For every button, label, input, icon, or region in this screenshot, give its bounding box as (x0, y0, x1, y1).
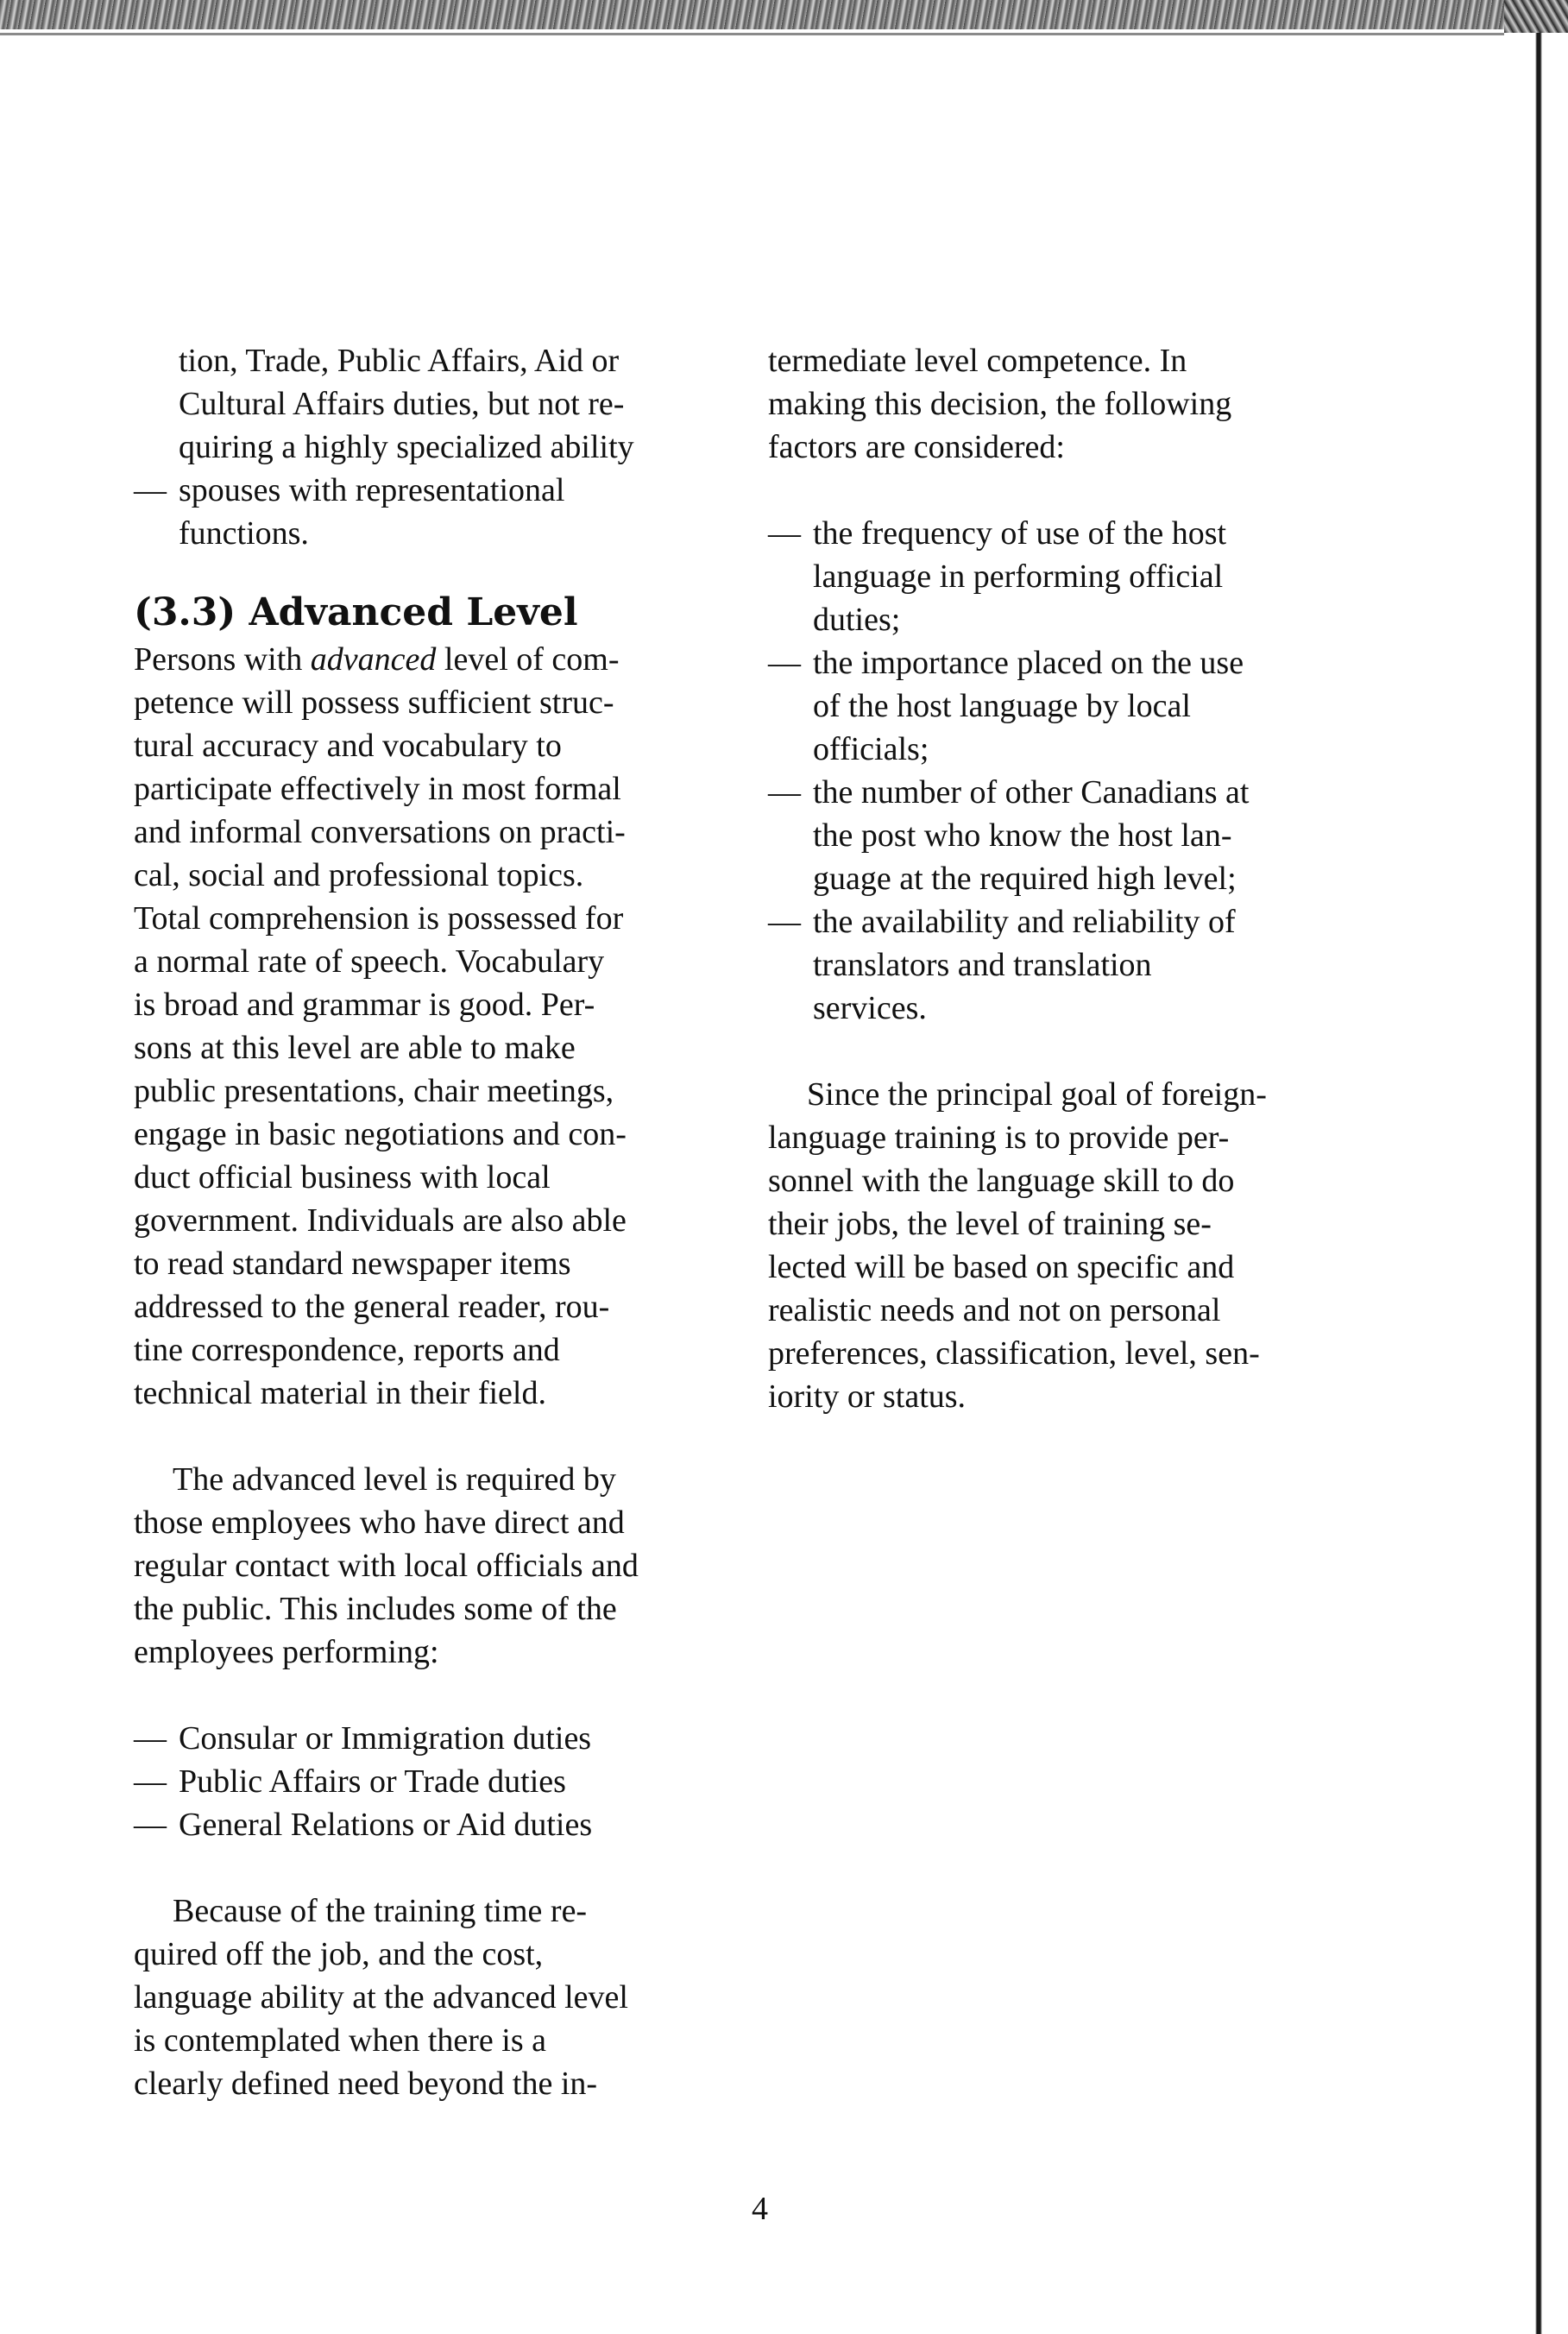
dash-bullet: — (134, 1720, 167, 1757)
right-column (768, 339, 1389, 1418)
dash-bullet: — (134, 1807, 167, 1843)
text-line: is contemplated when there is a (134, 2022, 547, 2059)
text-line: tural accuracy and vocabulary to (134, 728, 562, 764)
text-line: Because of the training time re- (173, 1893, 588, 1929)
intro-text (768, 339, 1389, 469)
dash-bullet: — (768, 774, 801, 811)
list-item (134, 1803, 764, 1846)
text-line: quiring a highly specialized ability (179, 429, 634, 465)
text-run: level of com- (436, 641, 620, 678)
list-item (134, 1760, 764, 1803)
list-item-text: language in performing official (813, 558, 1224, 595)
list-item-text: the post who know the host lan- (813, 817, 1232, 854)
text-line: regular contact with local officials and (134, 1548, 639, 1584)
text-line: clearly defined need beyond the in- (134, 2066, 598, 2102)
text-line: tine correspondence, reports and (134, 1332, 560, 1368)
list-item-text: services. (813, 990, 927, 1026)
duties-list (134, 1717, 764, 1846)
dash-bullet: — (768, 515, 801, 552)
text-line: lected will be based on specific and (768, 1249, 1235, 1285)
text-line: realistic needs and not on personal (768, 1292, 1221, 1328)
text-line: participate effectively in most formal (134, 771, 621, 807)
text-line: engage in basic negotiations and con- (134, 1116, 627, 1152)
list-item-text: the frequency of use of the host (813, 515, 1227, 552)
list-item (768, 771, 1389, 900)
scan-corner (1504, 0, 1568, 33)
text-line (134, 638, 764, 681)
text-line: is broad and grammar is good. Per- (134, 987, 595, 1023)
text-line: Since the principal goal of foreign- (807, 1076, 1267, 1113)
text-line: and informal conversations on practi- (134, 814, 626, 850)
list-item (768, 512, 1389, 641)
list-item-text: the importance placed on the use (813, 645, 1244, 681)
list-item-text: Public Affairs or Trade duties (179, 1763, 566, 1800)
text-line: a normal rate of speech. Vocabulary (134, 943, 605, 980)
list-item-text: the number of other Canadians at (813, 774, 1250, 811)
text-line: the public. This includes some of the (134, 1591, 617, 1627)
text-line: technical material in their field. (134, 1375, 546, 1411)
factors-list (768, 512, 1389, 1030)
text-line: termediate level competence. In (768, 343, 1187, 379)
list-item (768, 900, 1389, 1030)
list-item (768, 641, 1389, 771)
text-line: employees performing: (134, 1634, 439, 1670)
text-line: The advanced level is required by (173, 1461, 616, 1498)
list-item-text: functions. (179, 515, 309, 552)
text-line: Total comprehension is possessed for (134, 900, 624, 937)
list-item-text: officials; (813, 731, 929, 767)
list-item-text: translators and translation (813, 947, 1152, 983)
scan-rule-top (0, 33, 1519, 35)
intro-text (134, 339, 764, 469)
text-line: sons at this level are able to make (134, 1030, 576, 1066)
advanced-level-paragraph (134, 638, 764, 1415)
list-item-text: of the host language by local (813, 688, 1191, 724)
list-item-text: guage at the required high level; (813, 861, 1237, 897)
requirement-paragraph (134, 1458, 764, 1674)
page-number: 4 (752, 2191, 768, 2227)
text-run: Persons with (134, 641, 311, 678)
list-item-text: the availability and reliability of (813, 904, 1236, 940)
text-line: duct official business with local (134, 1159, 551, 1195)
text-line: public presentations, chair meetings, (134, 1073, 614, 1109)
list-item-text: duties; (813, 602, 901, 638)
scan-edge-right (1504, 0, 1568, 2334)
text-line: addressed to the general reader, rou- (134, 1289, 610, 1325)
text-line: language ability at the advanced level (134, 1979, 628, 2015)
section-heading: (3.3) Advanced Level (134, 590, 578, 634)
list-item-text: spouses with representational (179, 472, 565, 508)
list-item-text: Consular or Immigration duties (179, 1720, 592, 1757)
list-item-text: General Relations or Aid duties (179, 1807, 593, 1843)
dash-bullet: — (768, 645, 801, 681)
text-line: factors are considered: (768, 429, 1065, 465)
text-line: cal, social and professional topics. (134, 857, 584, 893)
text-line: tion, Trade, Public Affairs, Aid or (179, 343, 620, 379)
text-line: preferences, classification, level, sen- (768, 1335, 1260, 1372)
text-line: sonnel with the language skill to do (768, 1163, 1235, 1199)
text-line: quired off the job, and the cost, (134, 1936, 544, 1972)
text-line: Cultural Affairs duties, but not re- (179, 386, 625, 422)
text-line: petence will possess sufficient struc- (134, 684, 614, 721)
text-line: making this decision, the following (768, 386, 1232, 422)
emphasis-text: advanced (310, 641, 437, 678)
left-column (134, 339, 764, 2105)
dash-bullet: — (134, 472, 167, 508)
spouses-list-item (134, 469, 764, 512)
dash-bullet: — (768, 904, 801, 940)
text-line: language training is to provide per- (768, 1120, 1230, 1156)
scan-edge-top (0, 0, 1519, 29)
list-item (134, 1717, 764, 1760)
dash-bullet: — (134, 1763, 167, 1800)
text-line: those employees who have direct and (134, 1504, 625, 1541)
training-time-paragraph (134, 1889, 764, 2105)
text-line: government. Individuals are also able (134, 1202, 627, 1239)
text-line: to read standard newspaper items (134, 1246, 571, 1282)
text-line: their jobs, the level of training se- (768, 1206, 1212, 1242)
closing-paragraph (768, 1073, 1389, 1418)
text-line: iority or status. (768, 1378, 967, 1415)
